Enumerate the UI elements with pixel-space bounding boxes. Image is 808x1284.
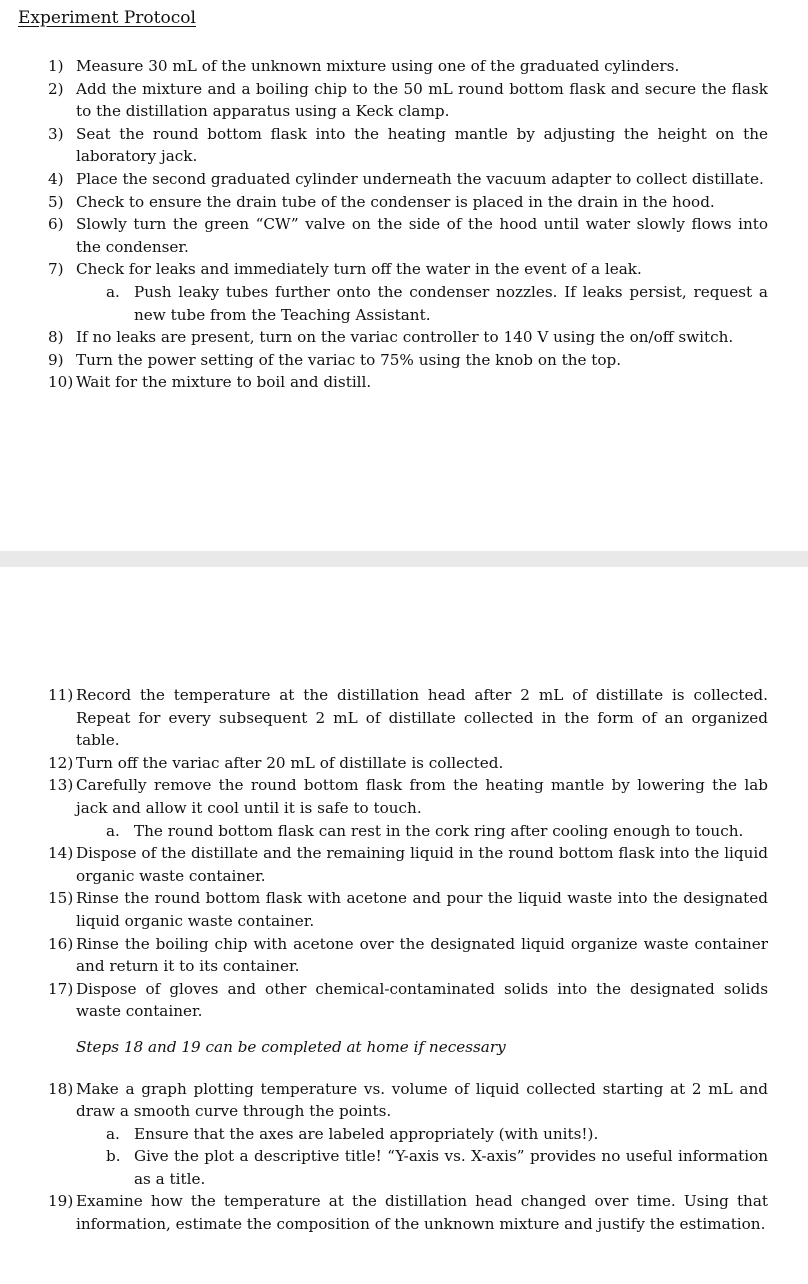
document-page-2 [0,567,808,1284]
step-18 [48,1078,768,1123]
step-7a [106,281,768,326]
step-text: Examine how the temperature at the distillation head changed over time. Using that information, estimate the composition of the unknown mixture and justify the estimation. [76,1192,768,1234]
step-2 [48,78,768,123]
step-18b [106,1145,768,1190]
page-divider [0,551,808,567]
step-text: Push leaky tubes further onto the condenser nozzles. If leaks persist, request a new tube from the Teaching Assistant. [134,282,768,324]
step-number: 5) [48,192,64,211]
substep-letter: a. [106,282,120,301]
step-text: Turn the power setting of the variac to 75% using the knob on the top. [76,350,622,369]
step-6 [48,213,768,258]
step-text: Seat the round bottom flask into the heating mantle by adjusting the height on the laboratory jack. [76,124,768,166]
step-number: 7) [48,260,64,279]
step-text: Make a graph plotting temperature vs. volume of liquid collected starting at 2 mL and draw a smooth curve through the points. [76,1079,768,1121]
step-3 [48,123,768,168]
step-7 [48,258,768,281]
step-10 [48,371,768,394]
step-18a [106,1123,768,1146]
step-number: 19) [48,1192,74,1211]
step-text: Slowly turn the green “CW” valve on the side of the hood until water slowly flows into the condenser. [76,215,768,256]
step-number: 18) [48,1079,74,1098]
step-13a [106,820,768,843]
step-8 [48,326,768,349]
step-15 [48,887,768,932]
step-text: Dispose of the distillate and the remaining liquid in the round bottom flask into the liquid organic waste container. [76,844,768,885]
step-number: 12) [48,753,74,772]
step-text: Dispose of gloves and other chemical-contaminated solids into the designated solids waste container. [76,979,768,1021]
step-text: If no leaks are present, turn on the variac controller to 140 V using the on/off switch. [76,328,734,347]
home-note: Steps 18 and 19 can be completed at home if necessary [76,1037,506,1056]
substep-letter: b. [106,1147,121,1166]
step-text: Give the plot a descriptive title! “Y-axis vs. X-axis” provides no useful information as a title. [134,1147,768,1188]
step-text: Place the second graduated cylinder underneath the vacuum adapter to collect distillate. [76,169,764,188]
step-text: Check to ensure the drain tube of the condenser is placed in the drain in the hood. [76,192,715,211]
step-number: 4) [48,169,64,188]
step-number: 11) [48,686,74,704]
step-number: 2) [48,79,64,98]
step-number: 14) [48,844,74,863]
step-text: Add the mixture and a boiling chip to the 50 mL round bottom flask and secure the flask to the distillation apparatus using a Keck clamp. [76,79,768,121]
step-text: Measure 30 mL of the unknown mixture using one of the graduated cylinders. [76,57,680,75]
step-text: Record the temperature at the distillation head after 2 mL of distillate is collected. Repeat for every subsequent 2 mL of distillate collected in the form of an organized table. [76,686,768,750]
step-number: 13) [48,776,74,795]
step-number: 17) [48,979,74,998]
step-text: Rinse the round bottom flask with acetone and pour the liquid waste into the designated liquid organic waste container. [76,889,768,930]
step-14 [48,842,768,887]
step-1 [48,55,768,78]
step-12 [48,752,768,775]
protocol-steps-list-2 [48,684,768,1236]
step-text: The round bottom flask can rest in the cork ring after cooling enough to touch. [134,821,744,840]
step-number: 3) [48,124,64,143]
step-number: 8) [48,328,64,347]
document-page-1 [0,0,808,551]
step-number: 10) [48,373,74,392]
step-text: Check for leaks and immediately turn off the water in the event of a leak. [76,260,642,279]
protocol-steps-list-1 [48,55,768,394]
step-5 [48,191,768,214]
step-19 [48,1190,768,1235]
step-17 [48,978,768,1023]
step-number: 9) [48,350,64,369]
step-13 [48,774,768,819]
substep-letter: a. [106,1124,120,1143]
step-number: 15) [48,889,74,908]
step-9 [48,349,768,372]
step-16 [48,933,768,978]
step-text: Wait for the mixture to boil and distill. [76,373,372,392]
step-number: 6) [48,215,64,234]
step-text: Carefully remove the round bottom flask from the heating mantle by lowering the lab jack and allow it cool until it is safe to touch. [76,776,768,817]
step-text: Ensure that the axes are labeled appropriately (with units!). [134,1124,599,1143]
step-text: Rinse the boiling chip with acetone over the designated liquid organize waste container and return it to its container. [76,934,768,976]
step-text: Turn off the variac after 20 mL of distillate is collected. [76,753,504,772]
step-number: 1) [48,57,64,75]
step-number: 16) [48,934,74,953]
page-title: Experiment Protocol [18,8,196,28]
substep-letter: a. [106,821,120,840]
step-4 [48,168,768,191]
step-11 [48,684,768,752]
